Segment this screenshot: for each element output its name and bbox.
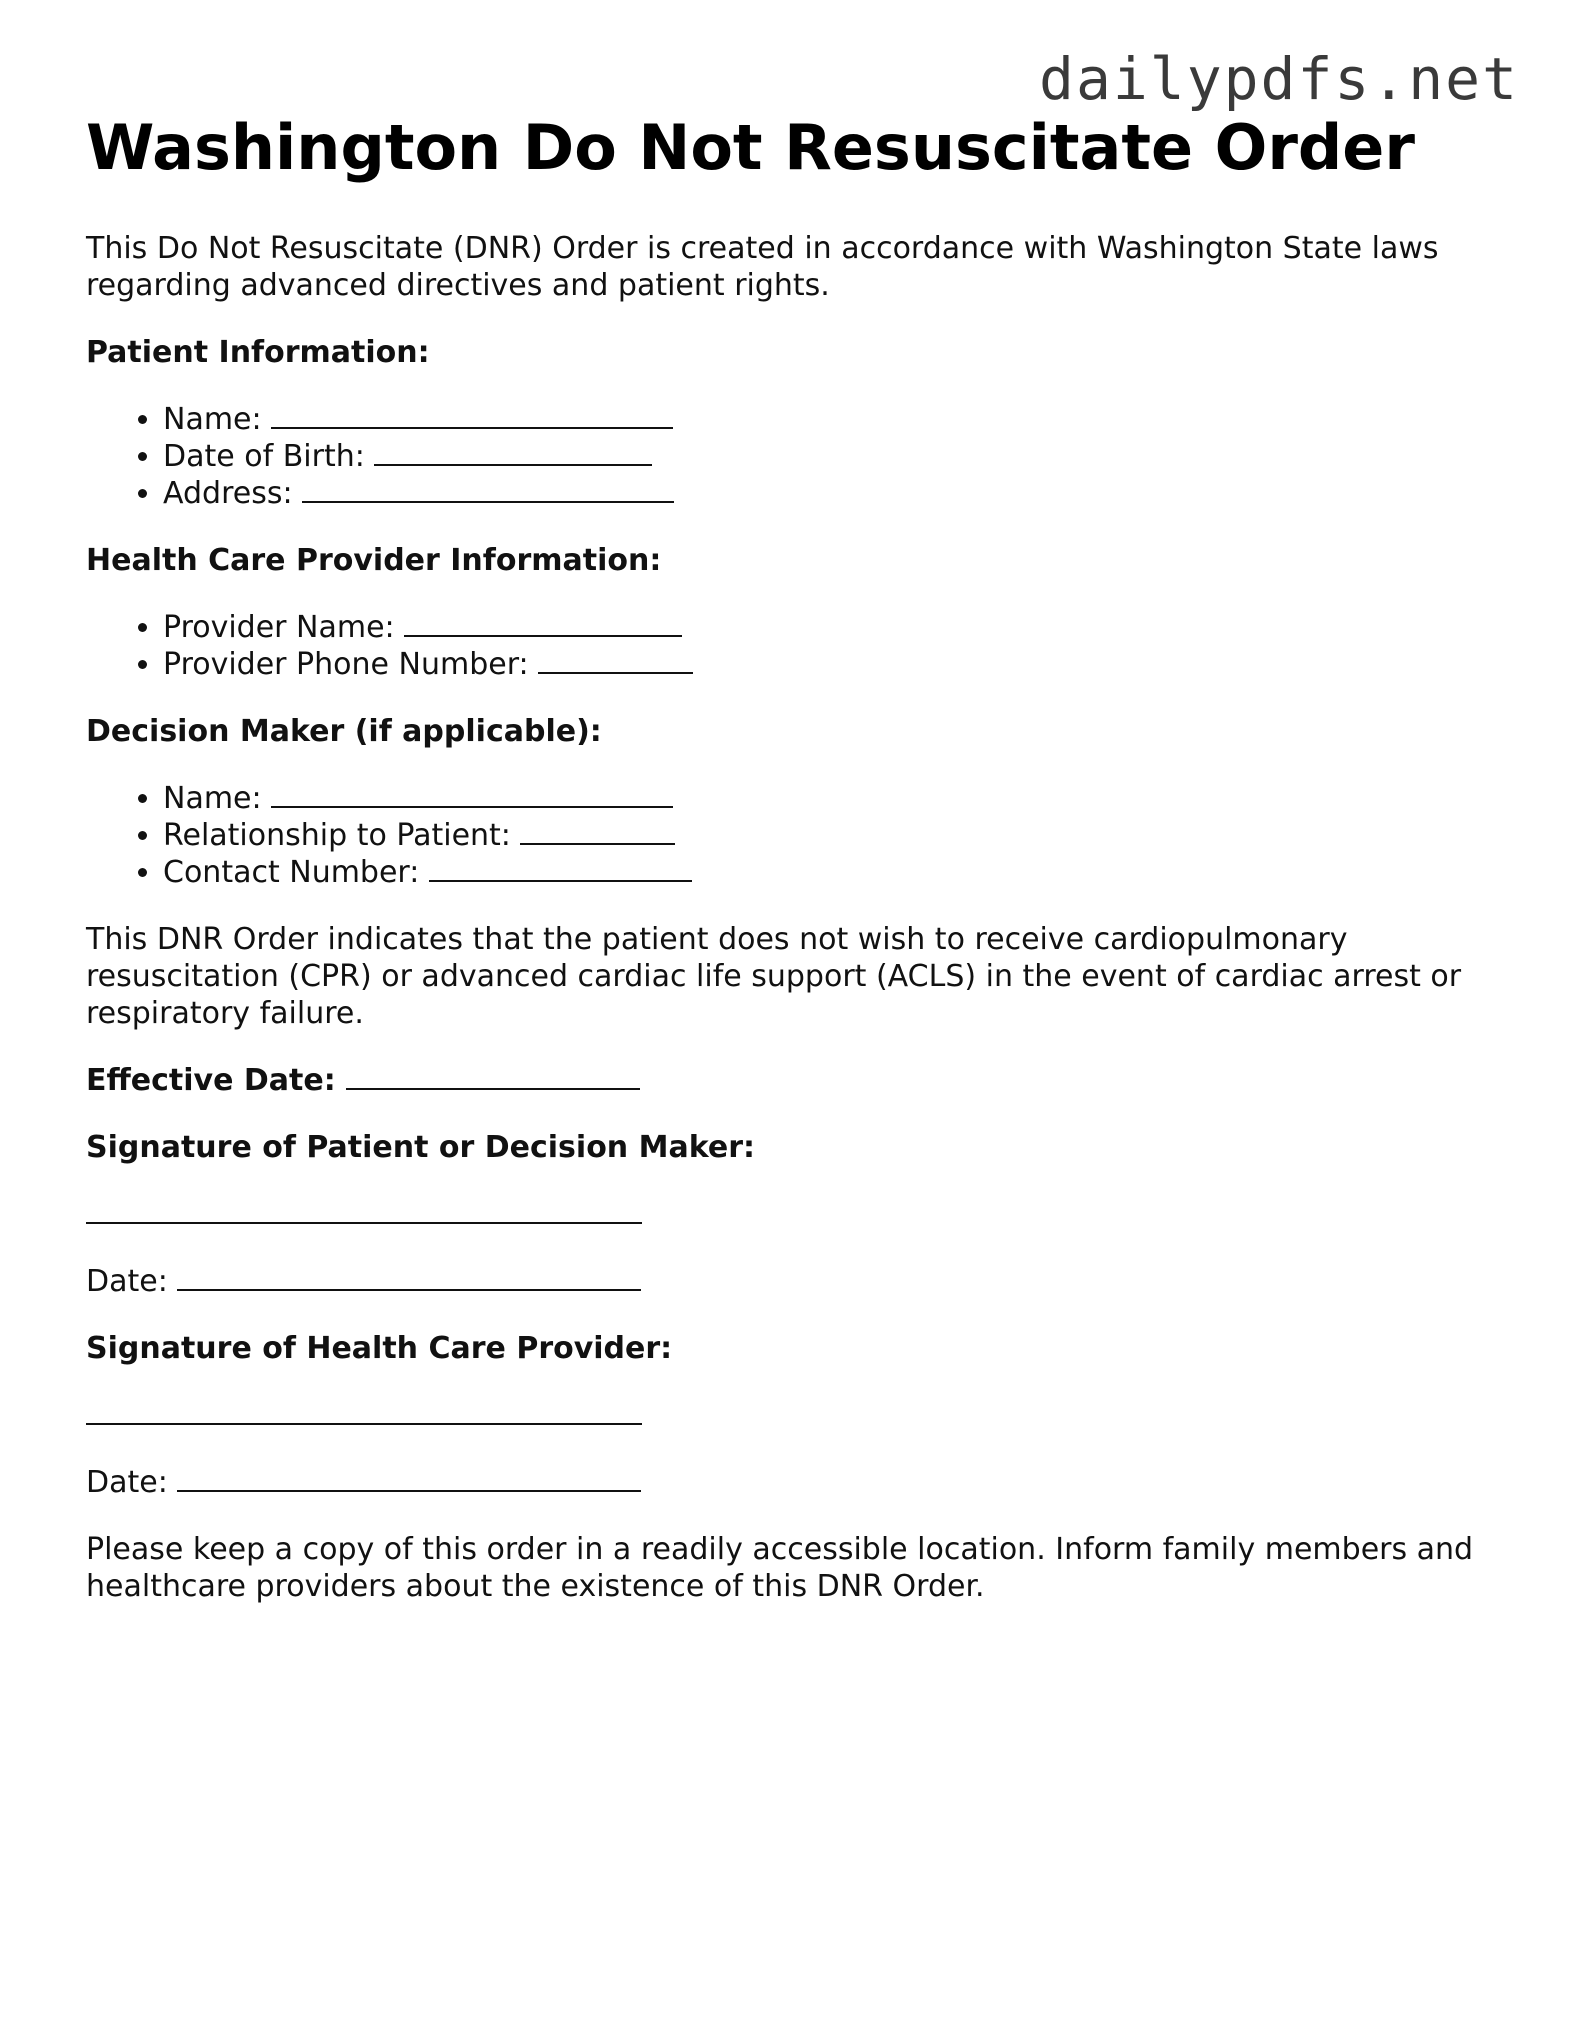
list-item: [163, 401, 1516, 438]
patient-signature-row: [86, 1196, 1516, 1233]
effective-date-label: Effective Date:: [86, 1063, 336, 1098]
list-item: [163, 609, 1516, 646]
dnr-statement: This DNR Order indicates that the patient does not wish to receive cardiopulmonary resuscitation (CPR) or advanced cardiac life support (ACLS) in the event of cardiac arrest or respiratory failure.: [86, 922, 1462, 1031]
decision-maker-heading: Decision Maker (if applicable):: [86, 714, 602, 749]
list-item: [163, 646, 1516, 683]
decision-maker-name-blank[interactable]: [271, 780, 673, 808]
provider-info-list: [86, 609, 1516, 683]
effective-date-blank[interactable]: [346, 1062, 640, 1090]
patient-info-heading: Patient Information:: [86, 335, 430, 370]
provider-signature-date-blank[interactable]: [177, 1464, 641, 1492]
provider-info-heading: Health Care Provider Information:: [86, 543, 662, 578]
patient-address-blank[interactable]: [302, 475, 674, 503]
site-watermark: dailypdfs.net: [1039, 45, 1519, 113]
list-item: [163, 780, 1516, 817]
provider-signature-heading: Signature of Health Care Provider:: [86, 1331, 673, 1366]
patient-signature-date-blank[interactable]: [177, 1263, 641, 1291]
patient-address-label: Address:: [163, 476, 293, 511]
provider-signature-row: [86, 1397, 1516, 1434]
provider-name-blank[interactable]: [404, 609, 682, 637]
relationship-label: Relationship to Patient:: [163, 818, 511, 853]
relationship-blank[interactable]: [520, 817, 675, 845]
provider-signature-date-label: Date:: [86, 1465, 168, 1500]
provider-signature-date-row: [86, 1464, 1516, 1501]
patient-signature-heading: Signature of Patient or Decision Maker:: [86, 1130, 755, 1165]
list-item: [163, 475, 1516, 512]
document-title: Washington Do Not Resuscitate Order: [86, 111, 1415, 184]
list-item: [163, 854, 1516, 891]
provider-phone-label: Provider Phone Number:: [163, 647, 529, 682]
patient-signature-date-row: [86, 1263, 1516, 1300]
patient-name-label: Name:: [163, 402, 262, 437]
intro-paragraph: This Do Not Resuscitate (DNR) Order is created in accordance with Washington State laws regarding advanced directives and patient rights.: [86, 231, 1439, 303]
patient-info-list: [86, 401, 1516, 512]
patient-signature-date-label: Date:: [86, 1264, 168, 1299]
provider-name-label: Provider Name:: [163, 610, 395, 645]
closing-paragraph: Please keep a copy of this order in a readily accessible location. Inform family members and healthcare providers about the existence of this DNR Order.: [86, 1532, 1474, 1604]
decision-maker-list: [86, 780, 1516, 891]
provider-signature-blank[interactable]: [86, 1397, 642, 1425]
patient-signature-blank[interactable]: [86, 1196, 642, 1224]
decision-maker-name-label: Name:: [163, 781, 262, 816]
patient-dob-blank[interactable]: [374, 438, 652, 466]
provider-phone-blank[interactable]: [538, 646, 693, 674]
patient-name-blank[interactable]: [271, 401, 673, 429]
patient-dob-label: Date of Birth:: [163, 439, 365, 474]
contact-number-label: Contact Number:: [163, 855, 420, 890]
dnr-document: [86, 108, 1516, 1605]
effective-date-row: [86, 1062, 1516, 1099]
list-item: [163, 438, 1516, 475]
list-item: [163, 817, 1516, 854]
contact-number-blank[interactable]: [429, 854, 692, 882]
